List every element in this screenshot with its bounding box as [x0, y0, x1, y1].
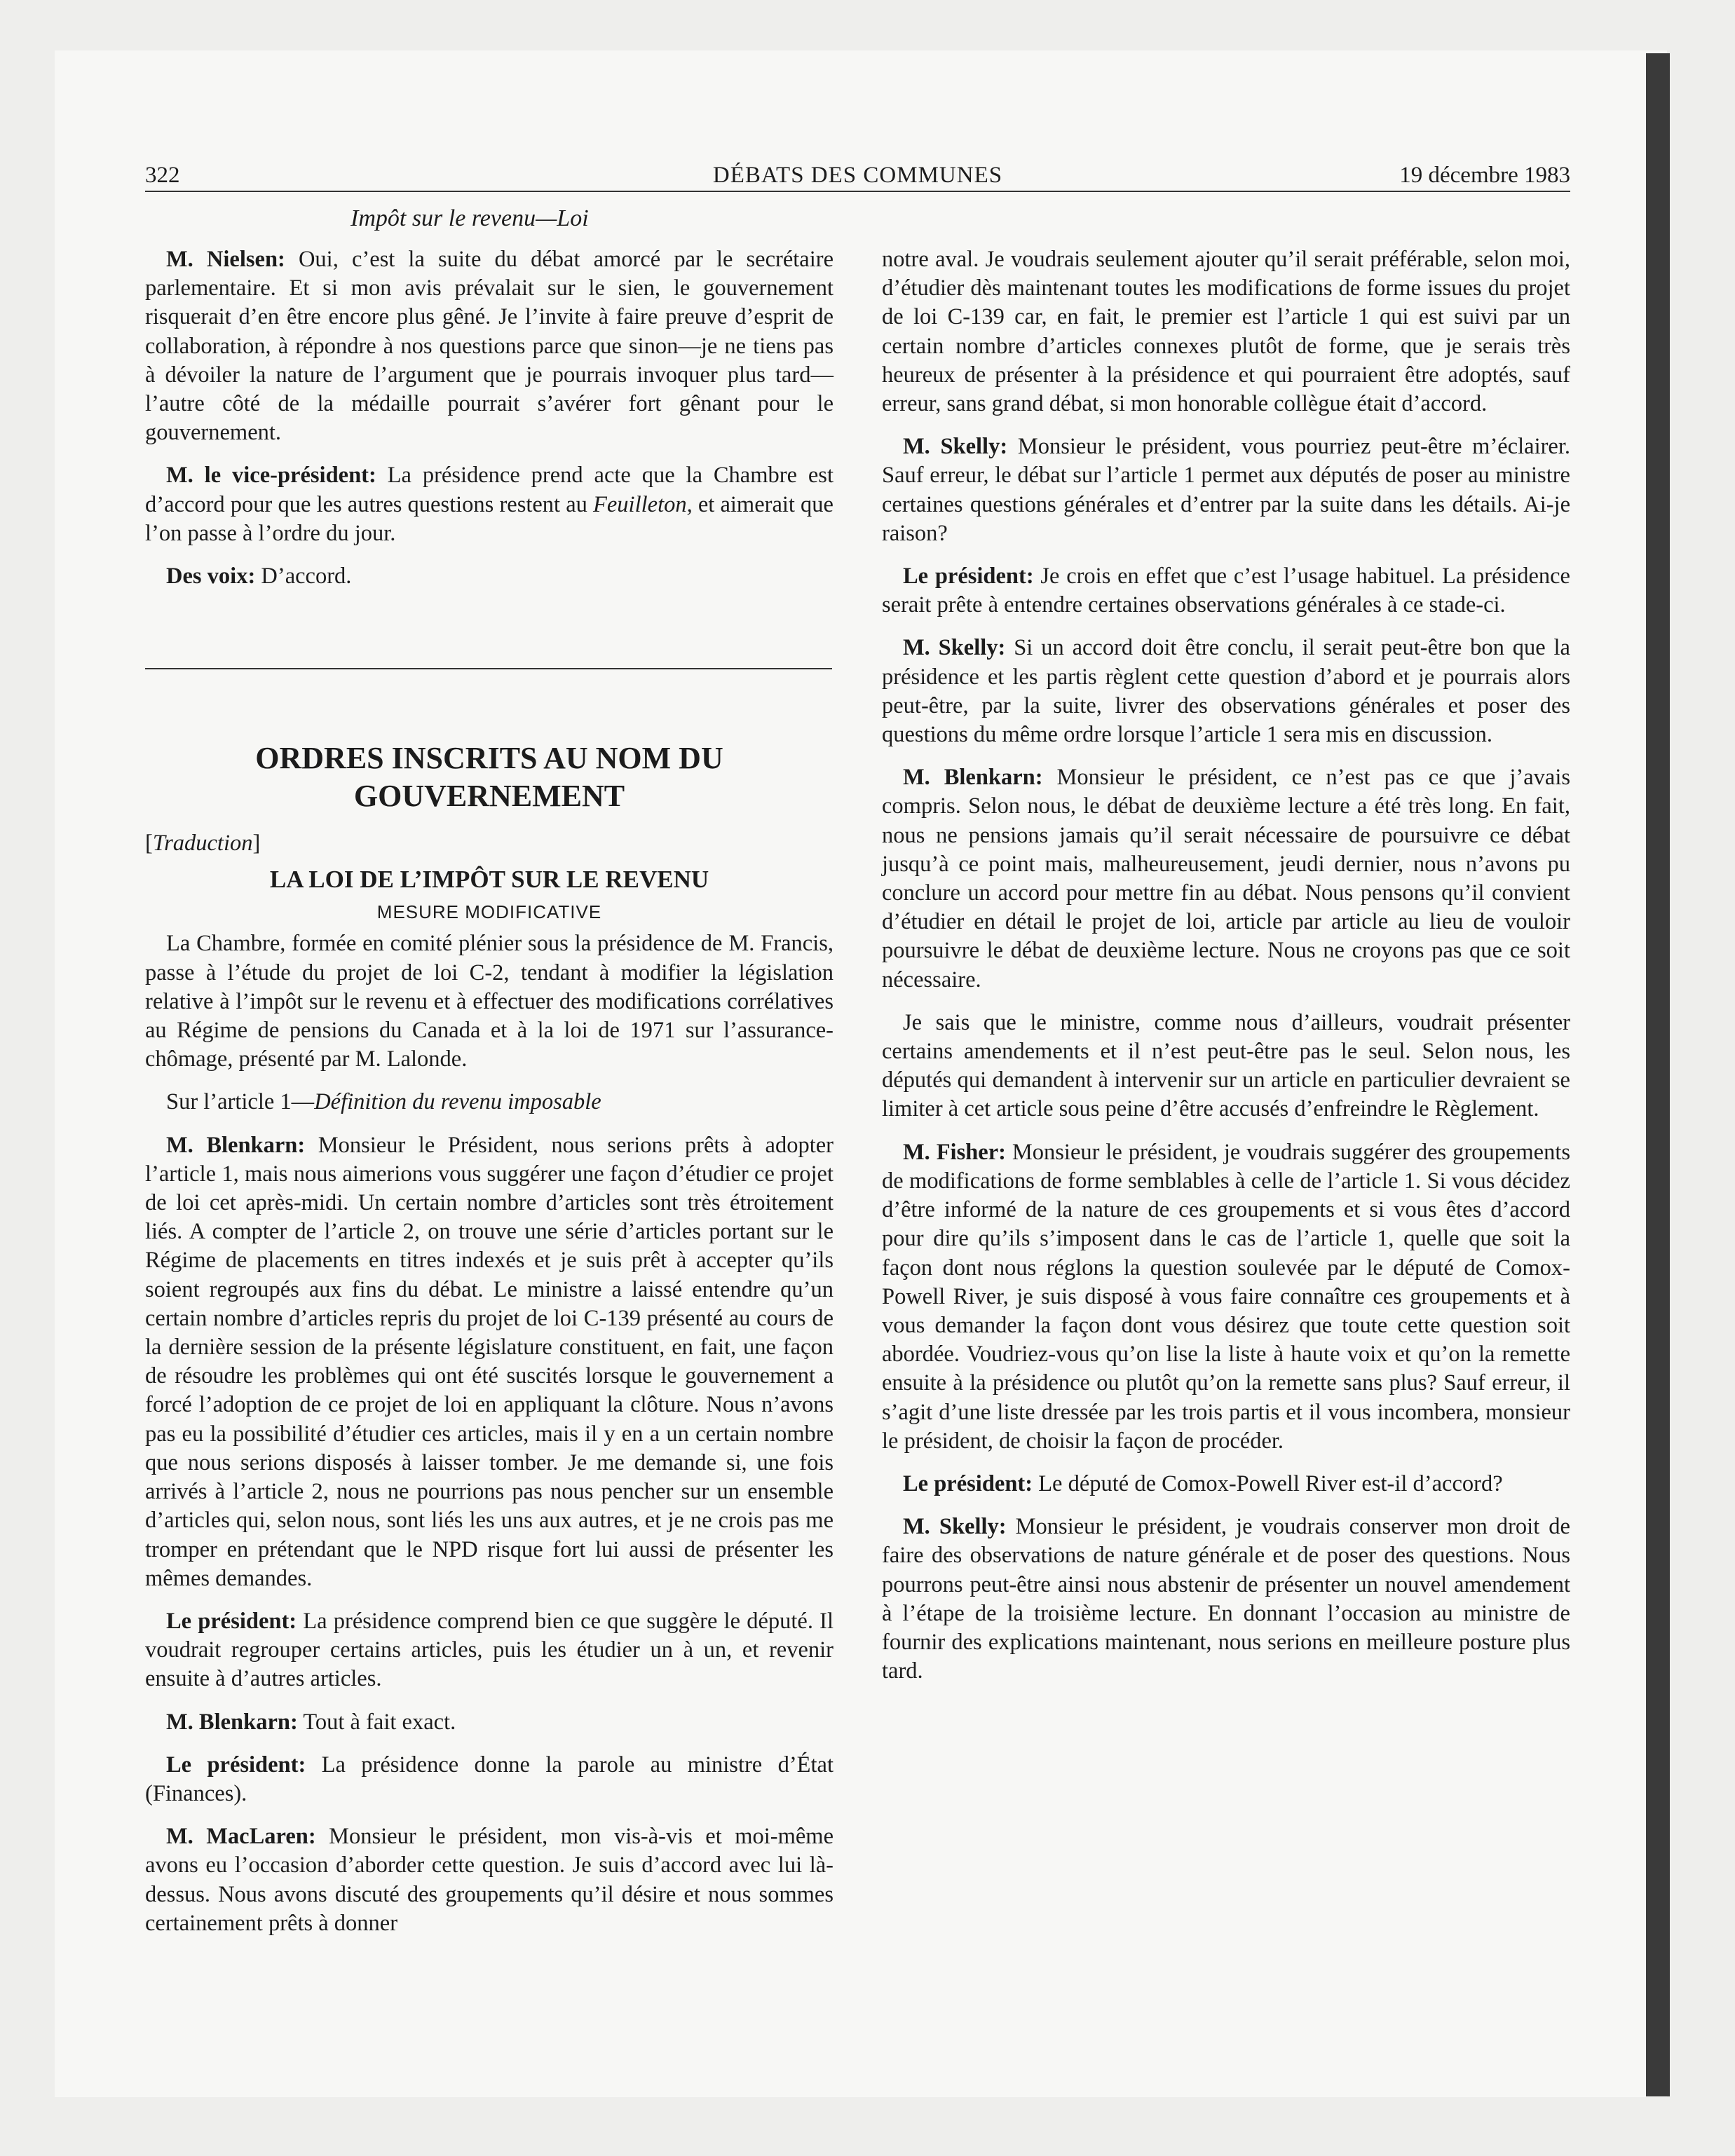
- running-header: [145, 160, 1570, 191]
- paragraph: La Chambre, formée en comité plénier sous la présidence de M. Francis, passe à l’étude du projet de loi C-2, tendant à modifier la législation relative à l’impôt sur le revenu et à effectuer des modifications corrélatives au Régime de pensions du Canada et à la loi de 1971 sur l’assurance-chômage, présenté par M. Lalonde.: [145, 931, 834, 1072]
- speech: Monsieur le président, ce n’est pas ce que j’avais compris. Selon nous, le débat de deuxième lecture a été très long. En fait, nous ne pensions jamais qu’il serait nécessaire de poursuivre ce débat jusqu’à ce point mais, malheureusement, jeudi dernier, nous n’avons pu conclure un accord pour mettre fin au débat. Nous pensons qu’il convient d’étudier en détail le projet de loi, article par article au lieu de vouloir poursuivre le débat de deuxième lecture. Nous ne croyons pas que ce soit nécessaire.: [882, 765, 1570, 992]
- speaker: M. Nielsen:: [166, 247, 285, 272]
- paragraph: [882, 1138, 1570, 1456]
- paragraph: [882, 432, 1570, 548]
- subject-heading: Impôt sur le revenu—Loi: [351, 205, 589, 231]
- paragraph: [882, 562, 1570, 620]
- speech: Monsieur le président, mon vis-à-vis et moi-même avons eu l’occasion d’aborder cette question. Je suis d’accord avec lui là-dessus. Nous avons discuté des groupements qu’il désire et nous sommes certainement prêts à donner: [145, 1824, 834, 1936]
- speaker: Le président:: [903, 1471, 1033, 1496]
- speech: et aimerait que l’on passe à l’ordre du jour.: [145, 491, 834, 546]
- speaker: M. Fisher:: [903, 1139, 1006, 1165]
- clause-label: Sur l’article 1—: [166, 1089, 315, 1115]
- speaker: Le président:: [166, 1752, 306, 1778]
- speech: Si un accord doit être conclu, il serait peut-être bon que la présidence et les partis règlent cette question d’abord et je pourrais alors peut-être, par la suite, livrer des observations générales et poser des questions du même ordre lorsque l’article 1 sera mis en discussion.: [882, 635, 1570, 748]
- paragraph: [882, 1470, 1570, 1499]
- paragraph: [145, 1088, 834, 1117]
- paragraph: notre aval. Je voudrais seulement ajouter qu’il serait préférable, selon moi, d’étudier dès maintenant toutes les modifications de forme issues du projet de loi C-139 car, en fait, le premier est l’article 1 qui est suivi par un certain nombre d’articles connexes plutôt de forme, que je serais très heureux de présenter à la présidence et qui pourraient être adoptés, sauf erreur, sans grand débat, si mon honorable collègue était d’accord.: [882, 247, 1570, 417]
- speaker: Le président:: [166, 1608, 297, 1634]
- speech: La présidence prend acte que la Chambre est d’accord pour que les autres questions restent au: [145, 463, 834, 517]
- speaker: M. MacLaren:: [166, 1824, 316, 1850]
- speech: Oui, c’est la suite du débat amorcé par le secrétaire parlementaire. Et si mon avis prévalait sur le sien, le gouvernement risquerait d’en être encore plus gêné. Je l’invite à faire preuve d’esprit de collaboration, à répondre à nos questions parce que sinon—je ne tiens pas à dévoiler la nature de l’argument que je pourrais invoquer plus tard—l’autre côté de la médaille pourrait s’avérer fort gênant pour le gouvernement.: [145, 247, 834, 446]
- speech: Monsieur le président, je voudrais suggérer des groupements de modifications de forme semblables à celle de l’article 1. Si vous décidez d’être informé de la nature de ces groupements et si vous êtes d’accord pour dire qu’ils s’imposent dans le cas de l’article 1, quelle que soit la façon dont nous réglons la question soulevée par le député de Comox-Powell River, je suis disposé à vous faire connaître ces groupements et à vous demander la façon dont vous désirez que toute cette question soit abordée. Voudriez-vous qu’on lise la liste à haute voix et qu’on la remette ensuite à la présidence ou plutôt qu’on la remette sans plus? Sauf erreur, il s’agit d’une liste dressée par les trois partis et il vous incombera, monsieur le président, de choisir la façon de procéder.: [882, 1139, 1570, 1454]
- speech: Monsieur le Président, nous serions prêts à adopter l’article 1, mais nous aimerions vous suggérer une façon d’étudier ce projet de loi cet après-midi. Un certain nombre d’articles sont très étroitement liés. A compter de l’article 2, on trouve une série d’articles portant sur le Régime de placements en titres indexés et je suis prêt à accepter qu’ils soient regroupés aux fins du débat. Le ministre a laissé entendre qu’un certain nombre d’articles repris du projet de loi C-139 présenté au cours de la dernière session de la présente législature constituent, en fait, une façon de résoudre les problèmes qui ont été suscités lorsque le gouvernement a forcé l’adoption de ce projet de loi en appliquant la clôture. Nous n’avons pas eu la possibilité d’étudier ces articles, mais il y en a un certain nombre que nous serions disposés à laisser tomber. Je me demande si, une fois arrivés à l’article 2, nous ne pourrions pas nous pencher sur un ensemble d’articles qui, selon nous, sont liés les uns aux autres, et je ne crois pas me tromper en prétendant que le NPD risque fort lui aussi de présenter les mêmes demandes.: [145, 1132, 834, 1591]
- speaker: M. Skelly:: [903, 434, 1008, 460]
- paragraph: [145, 1708, 834, 1737]
- header-rule: [145, 191, 1570, 192]
- left-column: [145, 245, 834, 1952]
- publication-title: DÉBATS DES COMMUNES: [712, 163, 1003, 188]
- clause-title: Définition du revenu imposable: [314, 1089, 601, 1115]
- paragraph: [145, 461, 834, 548]
- law-title: LA LOI DE L’IMPÔT SUR LE REVENU: [269, 866, 709, 894]
- speaker: M. Skelly:: [903, 635, 1006, 661]
- speech: Le député de Comox-Powell River est-il d’accord?: [1033, 1471, 1503, 1496]
- speech: Monsieur le président, je voudrais conserver mon droit de faire des observations de nature générale et de poser des questions. Nous pourrons peut-être ainsi nous abstenir de présenter un nouvel amendement à l’étape de la troisième lecture. En donnant l’occasion au ministre de fournir des explications maintenant, nous serions en meilleure posture plus tard.: [882, 1514, 1570, 1684]
- paragraph: [145, 1751, 834, 1808]
- speech: Tout à fait exact.: [297, 1709, 456, 1735]
- paragraph: [882, 763, 1570, 995]
- speaker: M. Blenkarn:: [166, 1709, 298, 1735]
- paragraph: [145, 1822, 834, 1938]
- scan-edge-bar: [1646, 53, 1670, 2096]
- page-number: 322: [145, 163, 180, 188]
- issue-date: 19 décembre 1983: [1399, 163, 1570, 188]
- translation-note: [Traduction]: [145, 831, 261, 857]
- speaker: M. Skelly:: [903, 1514, 1007, 1540]
- speaker: M. le vice-président:: [166, 463, 376, 489]
- section-title: ORDRES INSCRITS AU NOM DU GOUVERNEMENT: [255, 741, 723, 814]
- speaker: M. Blenkarn:: [166, 1132, 306, 1158]
- translation-label: Traduction: [152, 831, 253, 857]
- speech: La présidence comprend bien ce que suggère le député. Il voudrait regrouper certains articles, puis les étudier un à un, et revenir ensuite à d’autres articles.: [145, 1608, 834, 1692]
- paragraph: [145, 562, 834, 591]
- speech: La présidence donne la parole au ministre d’État (Finances).: [145, 1752, 834, 1806]
- paragraph: [145, 1607, 834, 1694]
- measure-subtitle: MESURE MODIFICATIVE: [376, 901, 602, 923]
- paragraph: [145, 1131, 834, 1593]
- speaker: Le président:: [903, 564, 1034, 589]
- speaker: M. Blenkarn:: [903, 765, 1043, 791]
- speaker: Des voix:: [166, 564, 256, 589]
- paragraph: [882, 1513, 1570, 1686]
- speech: Je crois en effet que c’est l’usage habituel. La présidence serait prête à entendre certaines observations générales à ce stade-ci.: [882, 564, 1570, 618]
- speech: Monsieur le président, vous pourriez peut-être m’éclairer. Sauf erreur, le débat sur l’article 1 permet aux députés de poser au ministre certaines questions générales et d’entrer par la suite dans les détails. Ai-je raison?: [882, 434, 1570, 546]
- right-column: [882, 245, 1570, 1700]
- speech-italic: Feuilleton,: [593, 491, 693, 517]
- paragraph: [882, 634, 1570, 749]
- speech: D’accord.: [255, 564, 352, 589]
- section-divider: [145, 668, 832, 669]
- paragraph: [145, 245, 834, 447]
- paragraph: Je sais que le ministre, comme nous d’ailleurs, voudrait présenter certains amendements et il n’est peut-être pas le seul. Selon nous, les députés qui demandent à intervenir sur un article en particulier devraient se limiter à cet article sous peine d’être accusés d’enfreindre le Règlement.: [882, 1009, 1570, 1122]
